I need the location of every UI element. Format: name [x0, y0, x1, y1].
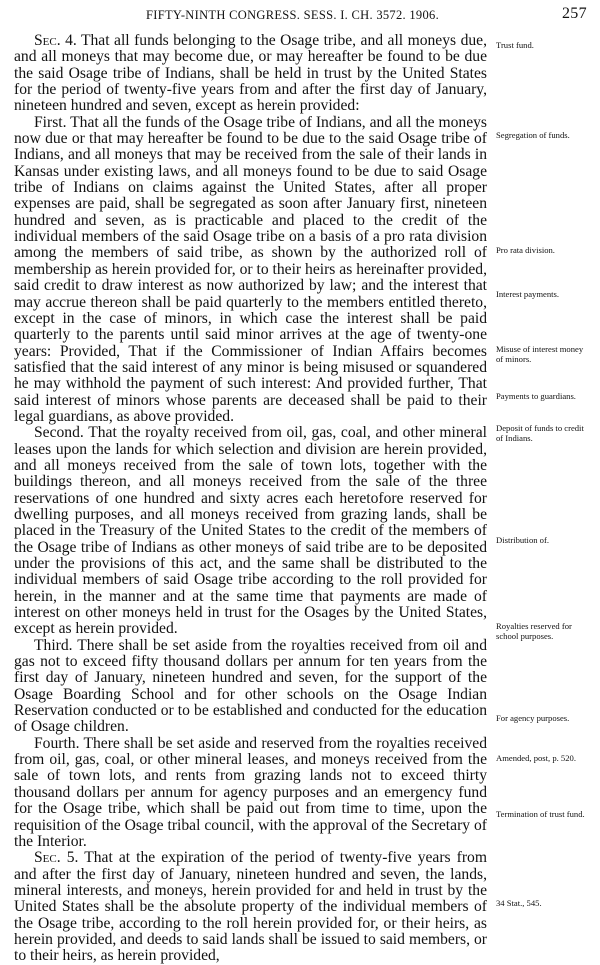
margin-note-guardians: Payments to guardians.	[496, 391, 576, 401]
margin-note-amended: Amended, post, p. 520.	[496, 753, 576, 763]
section-5-paragraph	[14, 850, 487, 964]
first-clause-paragraph	[14, 115, 487, 426]
margin-note-misuse: Misuse of interest money of minors.	[496, 344, 584, 364]
margin-note-trust-fund: Trust fund.	[496, 40, 534, 50]
paragraph-text: First. That all the funds of the Osage tribe of Indians, and all the moneys now due or that may hereafter be found to be due to the said Osage tribe of Indians, and all moneys that may be received from the sale of their lands in Kansas under existing laws, and all moneys found to be due to said Osage tribe of Indians on claims against the United States, after all proper expenses are paid, shall be segregated as soon after January first, nineteen hundred and seven, as is practicable and placed to the credit of the individual members of the said Osage tribe on a basis of a pro rata division among the members of said tribe, as shown by the authorized roll of membership as herein provided for, or to their heirs as hereinafter provided, said credit to draw interest as now authorized by law; and the interest that may accrue thereon shall be paid quarterly to the members entitled thereto, except in the case of minors, in which case the interest shall be paid quarterly to the parents until said minor arrives at the age of twenty-one years: Provided, That if the Commissioner of Indian Affairs becomes satisfied that the said interest of any minor is being misused or squandered he may withhold the payment of such interest: And provided further, That said interest of minors whose parents are deceased shall be paid to their legal guardians, as above provided.	[14, 113, 487, 425]
fourth-clause-paragraph	[14, 736, 487, 850]
section-4-paragraph	[14, 33, 487, 115]
paragraph-text: Third. There shall be set aside from the royalties received from oil and gas not to exceed fifty thousand dollars per annum for ten years from the first day of January, nineteen hundred and seven, for the support of the Osage Boarding School and for other schools on the Osage Indian Reservation conducted or to be established and conducted for the education of Osage children.	[14, 636, 487, 736]
margin-note-termination: Termination of trust fund.	[496, 809, 585, 819]
paragraph-text: That at the expiration of the period of twenty-five years from and after the first day of January, nineteen hundred and seven, the lands, mineral interests, and moneys, herein provided for and held in trust by the United States shall be the absolute property of the individual members of the Osage tribe, according to the roll herein provided for, or their heirs, as herein provided, and deeds to said lands shall be issued to said members, or to their heirs, as herein provided,	[14, 849, 487, 965]
paragraph-text: Fourth. There shall be set aside and reserved from the royalties received from oil, gas, coal, or other mineral leases, and moneys received from the sale of town lots, and rents from grazing lands not to exceed thirty thousand dollars per annum for agency purposes and an emergency fund for the Osage tribe, which shall be paid out from time to time, upon the requisition of the Osage tribal council, with the approval of the Secretary of the Interior.	[14, 734, 487, 850]
statute-body	[14, 33, 487, 965]
margin-note-deposit: Deposit of funds to credit of Indians.	[496, 423, 584, 443]
page-header	[0, 4, 600, 24]
running-head: FIFTY-NINTH CONGRESS. SESS. I. CH. 3572. 1906.	[146, 8, 439, 22]
third-clause-paragraph	[14, 638, 487, 736]
paragraph-text: Second. That the royalty received from oil, gas, coal, and other mineral leases upon the lands for which selection and division are herein provided, and all moneys received from the sale of town lots, together with the buildings thereon, and all moneys received from the sale of the three reservations of one hundred and sixty acres each heretofore reserved for dwelling purposes, and all moneys received from grazing lands, shall be placed in the Treasury of the United States to the credit of the members of the Osage tribe of Indians as other moneys of said tribe are to be deposited under the provisions of this act, and the same shall be distributed to the individual members of said Osage tribe according to the roll provided for herein, in the manner and at the same time that payments are made of interest on other moneys held in trust for the Osages by the United States, except as herein provided.	[14, 424, 487, 638]
margin-note-segregation: Segregation of funds.	[496, 130, 570, 140]
paragraph-text: That all funds belonging to the Osage tribe, and all moneys due, and all moneys that may become due, or may hereafter be found to be due the said Osage tribe of Indians, shall be held in trust by the United States for the period of twenty-five years from and after the first day of January, nineteen hundred and seven, except as herein provided:	[14, 32, 487, 115]
second-clause-paragraph	[14, 425, 487, 637]
page-number: 257	[562, 5, 587, 22]
margin-note-agency: For agency purposes.	[496, 713, 570, 723]
margin-note-stat-citation: 34 Stat., 545.	[496, 898, 542, 908]
section-label: Sec. 5.	[34, 849, 79, 867]
margin-note-interest-payments: Interest payments.	[496, 289, 560, 299]
margin-note-distribution: Distribution of.	[496, 535, 549, 545]
margin-note-royalties-school: Royalties reserved for school purposes.	[496, 621, 572, 641]
margin-note-pro-rata: Pro rata division.	[496, 245, 555, 255]
section-label: Sec. 4.	[34, 32, 77, 49]
